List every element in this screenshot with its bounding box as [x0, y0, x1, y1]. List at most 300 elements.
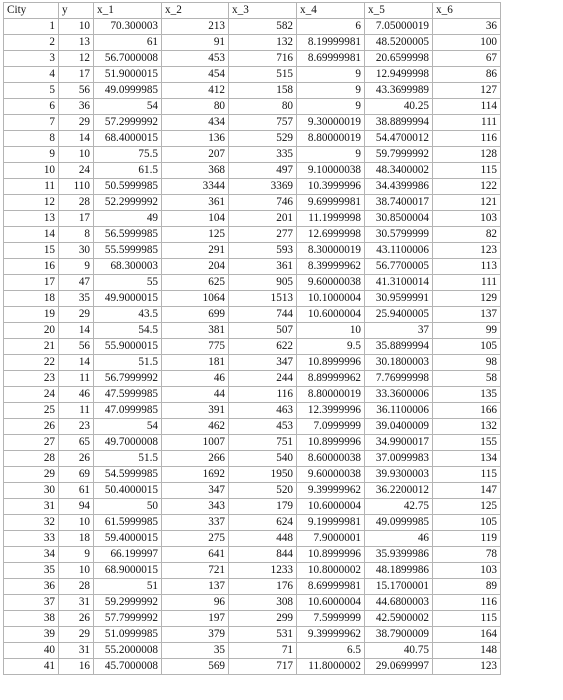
cell-x-3: 453 [229, 419, 297, 435]
cell-x-3: 593 [229, 243, 297, 259]
cell-x-6: 164 [433, 627, 501, 643]
cell-x-4: 9 [297, 67, 365, 83]
table-row [4, 627, 501, 643]
cell-x-5: 34.4399986 [365, 179, 433, 195]
cell-x-2: 462 [162, 419, 229, 435]
header-x-1: x_1 [94, 3, 162, 19]
cell-x-6: 114 [433, 99, 501, 115]
cell-city: 27 [4, 435, 59, 451]
cell-x-3: 746 [229, 195, 297, 211]
table-row [4, 275, 501, 291]
cell-x-5: 49.0999985 [365, 515, 433, 531]
table-row [4, 435, 501, 451]
table-row [4, 307, 501, 323]
table-row [4, 243, 501, 259]
cell-y: 31 [59, 643, 94, 659]
table-row [4, 531, 501, 547]
cell-x-4: 12.6999998 [297, 227, 365, 243]
cell-x-2: 347 [162, 483, 229, 499]
cell-x-5: 40.75 [365, 643, 433, 659]
cell-x-5: 30.5799999 [365, 227, 433, 243]
cell-x-1: 54 [94, 419, 162, 435]
table-row [4, 547, 501, 563]
cell-y: 14 [59, 131, 94, 147]
cell-x-4: 9.60000038 [297, 275, 365, 291]
cell-y: 31 [59, 595, 94, 611]
cell-x-1: 61 [94, 35, 162, 51]
cell-x-3: 1513 [229, 291, 297, 307]
cell-y: 65 [59, 435, 94, 451]
cell-x-4: 10.3999996 [297, 179, 365, 195]
cell-x-4: 9.60000038 [297, 467, 365, 483]
cell-y: 10 [59, 563, 94, 579]
header-x-4: x_4 [297, 3, 365, 19]
cell-x-1: 51.9000015 [94, 67, 162, 83]
cell-city: 5 [4, 83, 59, 99]
cell-x-2: 35 [162, 643, 229, 659]
cell-x-1: 51.0999985 [94, 627, 162, 643]
cell-x-5: 40.25 [365, 99, 433, 115]
cell-x-6: 111 [433, 115, 501, 131]
cell-x-4: 11.1999998 [297, 211, 365, 227]
cell-y: 29 [59, 307, 94, 323]
cell-x-5: 34.9900017 [365, 435, 433, 451]
cell-x-5: 46 [365, 531, 433, 547]
cell-y: 24 [59, 163, 94, 179]
cell-x-3: 335 [229, 147, 297, 163]
table-row [4, 467, 501, 483]
cell-x-1: 56.7999992 [94, 371, 162, 387]
cell-x-6: 123 [433, 659, 501, 675]
cell-x-3: 361 [229, 259, 297, 275]
cell-city: 12 [4, 195, 59, 211]
cell-y: 35 [59, 291, 94, 307]
cell-y: 23 [59, 419, 94, 435]
cell-city: 11 [4, 179, 59, 195]
table-row [4, 371, 501, 387]
cell-x-2: 379 [162, 627, 229, 643]
cell-x-3: 158 [229, 83, 297, 99]
cell-y: 26 [59, 611, 94, 627]
cell-x-3: 179 [229, 499, 297, 515]
cell-x-2: 44 [162, 387, 229, 403]
cell-y: 46 [59, 387, 94, 403]
cell-x-3: 531 [229, 627, 297, 643]
table-row [4, 227, 501, 243]
cell-x-3: 448 [229, 531, 297, 547]
cell-x-3: 540 [229, 451, 297, 467]
cell-x-3: 80 [229, 99, 297, 115]
header-x-5: x_5 [365, 3, 433, 19]
table-row [4, 99, 501, 115]
cell-x-2: 136 [162, 131, 229, 147]
cell-x-2: 699 [162, 307, 229, 323]
cell-x-1: 54 [94, 99, 162, 115]
cell-x-6: 129 [433, 291, 501, 307]
cell-x-6: 115 [433, 163, 501, 179]
cell-x-5: 54.4700012 [365, 131, 433, 147]
cell-x-2: 337 [162, 515, 229, 531]
cell-x-1: 51.5 [94, 355, 162, 371]
cell-x-3: 624 [229, 515, 297, 531]
cell-y: 61 [59, 483, 94, 499]
cell-y: 10 [59, 147, 94, 163]
cell-x-6: 121 [433, 195, 501, 211]
cell-x-2: 625 [162, 275, 229, 291]
cell-x-4: 10.8999996 [297, 355, 365, 371]
cell-x-5: 42.5900002 [365, 611, 433, 627]
cell-x-1: 54.5 [94, 323, 162, 339]
cell-x-6: 67 [433, 51, 501, 67]
table-row [4, 355, 501, 371]
cell-x-2: 343 [162, 499, 229, 515]
cell-city: 29 [4, 467, 59, 483]
cell-x-2: 137 [162, 579, 229, 595]
cell-x-1: 52.2999992 [94, 195, 162, 211]
cell-y: 16 [59, 659, 94, 675]
cell-x-4: 10.8999996 [297, 547, 365, 563]
cell-x-5: 42.75 [365, 499, 433, 515]
cell-x-2: 368 [162, 163, 229, 179]
cell-y: 9 [59, 547, 94, 563]
cell-y: 11 [59, 403, 94, 419]
cell-x-3: 3369 [229, 179, 297, 195]
cell-x-2: 775 [162, 339, 229, 355]
table-row [4, 83, 501, 99]
cell-x-6: 105 [433, 339, 501, 355]
cell-x-5: 35.8899994 [365, 339, 433, 355]
cell-x-5: 39.9300003 [365, 467, 433, 483]
cell-city: 6 [4, 99, 59, 115]
cell-x-5: 43.3699989 [365, 83, 433, 99]
cell-x-1: 75.5 [94, 147, 162, 163]
cell-city: 34 [4, 547, 59, 563]
cell-x-2: 96 [162, 595, 229, 611]
cell-city: 14 [4, 227, 59, 243]
cell-x-2: 1692 [162, 467, 229, 483]
cell-city: 32 [4, 515, 59, 531]
cell-x-6: 148 [433, 643, 501, 659]
cell-x-1: 55.2000008 [94, 643, 162, 659]
cell-x-2: 204 [162, 259, 229, 275]
cell-city: 17 [4, 275, 59, 291]
cell-y: 11 [59, 371, 94, 387]
cell-city: 24 [4, 387, 59, 403]
cell-city: 41 [4, 659, 59, 675]
cell-y: 9 [59, 259, 94, 275]
table-row [4, 163, 501, 179]
cell-x-1: 54.5999985 [94, 467, 162, 483]
cell-x-3: 515 [229, 67, 297, 83]
table-row [4, 611, 501, 627]
cell-x-4: 8.60000038 [297, 451, 365, 467]
cell-x-3: 71 [229, 643, 297, 659]
cell-x-6: 132 [433, 419, 501, 435]
cell-x-5: 38.7900009 [365, 627, 433, 643]
cell-x-6: 166 [433, 403, 501, 419]
cell-x-6: 119 [433, 531, 501, 547]
table-row [4, 579, 501, 595]
cell-x-3: 507 [229, 323, 297, 339]
cell-x-3: 277 [229, 227, 297, 243]
cell-x-6: 86 [433, 67, 501, 83]
cell-x-3: 844 [229, 547, 297, 563]
table-row [4, 35, 501, 51]
cell-x-6: 99 [433, 323, 501, 339]
cell-x-2: 80 [162, 99, 229, 115]
cell-x-2: 381 [162, 323, 229, 339]
cell-x-5: 29.0699997 [365, 659, 433, 675]
cell-city: 20 [4, 323, 59, 339]
cell-y: 28 [59, 195, 94, 211]
cell-x-6: 105 [433, 515, 501, 531]
cell-city: 18 [4, 291, 59, 307]
header-row [4, 3, 501, 19]
cell-y: 28 [59, 579, 94, 595]
cell-city: 19 [4, 307, 59, 323]
cell-x-3: 751 [229, 435, 297, 451]
cell-x-3: 201 [229, 211, 297, 227]
cell-x-3: 1233 [229, 563, 297, 579]
cell-x-4: 8.89999962 [297, 371, 365, 387]
cell-x-5: 33.3600006 [365, 387, 433, 403]
cell-x-4: 9 [297, 83, 365, 99]
table-row [4, 259, 501, 275]
table-row [4, 419, 501, 435]
cell-x-1: 49 [94, 211, 162, 227]
cell-x-4: 10.1000004 [297, 291, 365, 307]
cell-x-1: 68.9000015 [94, 563, 162, 579]
table-row [4, 595, 501, 611]
cell-x-1: 51 [94, 579, 162, 595]
cell-y: 29 [59, 115, 94, 131]
cell-y: 12 [59, 51, 94, 67]
cell-x-6: 116 [433, 595, 501, 611]
cell-x-6: 128 [433, 147, 501, 163]
cell-x-5: 37.0099983 [365, 451, 433, 467]
cell-city: 1 [4, 19, 59, 35]
cell-city: 36 [4, 579, 59, 595]
cell-x-1: 51.5 [94, 451, 162, 467]
cell-x-4: 8.39999962 [297, 259, 365, 275]
cell-x-4: 6.5 [297, 643, 365, 659]
cell-x-1: 50 [94, 499, 162, 515]
header-y: y [59, 3, 94, 19]
cell-x-5: 48.5200005 [365, 35, 433, 51]
cell-x-5: 48.3400002 [365, 163, 433, 179]
cell-x-4: 9 [297, 99, 365, 115]
cell-x-6: 98 [433, 355, 501, 371]
cell-city: 35 [4, 563, 59, 579]
cell-x-4: 7.9000001 [297, 531, 365, 547]
table-row [4, 403, 501, 419]
cell-x-1: 49.7000008 [94, 435, 162, 451]
cell-x-1: 57.7999992 [94, 611, 162, 627]
cell-x-4: 8.30000019 [297, 243, 365, 259]
cell-x-4: 8.19999981 [297, 35, 365, 51]
table-row [4, 451, 501, 467]
cell-x-6: 155 [433, 435, 501, 451]
cell-x-4: 9.5 [297, 339, 365, 355]
cell-city: 4 [4, 67, 59, 83]
cell-x-1: 55 [94, 275, 162, 291]
cell-city: 22 [4, 355, 59, 371]
cell-x-6: 135 [433, 387, 501, 403]
cell-x-1: 45.7000008 [94, 659, 162, 675]
cell-x-6: 122 [433, 179, 501, 195]
cell-x-5: 25.9400005 [365, 307, 433, 323]
cell-x-1: 59.4000015 [94, 531, 162, 547]
cell-city: 39 [4, 627, 59, 643]
cell-city: 13 [4, 211, 59, 227]
cell-x-1: 49.9000015 [94, 291, 162, 307]
cell-x-5: 12.9499998 [365, 67, 433, 83]
cell-x-3: 744 [229, 307, 297, 323]
table-body [4, 19, 501, 675]
cell-y: 17 [59, 67, 94, 83]
table-row [4, 51, 501, 67]
cell-x-3: 582 [229, 19, 297, 35]
cell-x-6: 123 [433, 243, 501, 259]
cell-x-3: 244 [229, 371, 297, 387]
table-row [4, 67, 501, 83]
cell-x-5: 7.05000019 [365, 19, 433, 35]
cell-y: 13 [59, 35, 94, 51]
cell-y: 30 [59, 243, 94, 259]
cell-city: 9 [4, 147, 59, 163]
cell-x-5: 36.1100006 [365, 403, 433, 419]
table-row [4, 115, 501, 131]
cell-x-4: 9 [297, 147, 365, 163]
cell-x-1: 61.5 [94, 163, 162, 179]
cell-x-4: 9.30000019 [297, 115, 365, 131]
table-row [4, 147, 501, 163]
cell-x-1: 43.5 [94, 307, 162, 323]
cell-y: 56 [59, 339, 94, 355]
table-row [4, 291, 501, 307]
cell-x-3: 1950 [229, 467, 297, 483]
cell-x-5: 39.0400009 [365, 419, 433, 435]
table-row [4, 19, 501, 35]
table-row [4, 179, 501, 195]
cell-y: 10 [59, 19, 94, 35]
table-row [4, 211, 501, 227]
cell-x-2: 569 [162, 659, 229, 675]
cell-y: 14 [59, 323, 94, 339]
cell-city: 7 [4, 115, 59, 131]
cell-x-5: 30.1800003 [365, 355, 433, 371]
cell-x-3: 757 [229, 115, 297, 131]
cell-x-5: 30.8500004 [365, 211, 433, 227]
cell-y: 94 [59, 499, 94, 515]
cell-y: 110 [59, 179, 94, 195]
cell-x-1: 68.4000015 [94, 131, 162, 147]
cell-x-1: 56.7000008 [94, 51, 162, 67]
cell-x-5: 38.8899994 [365, 115, 433, 131]
cell-x-4: 9.10000038 [297, 163, 365, 179]
cell-city: 21 [4, 339, 59, 355]
cell-x-3: 347 [229, 355, 297, 371]
cell-x-4: 8.69999981 [297, 579, 365, 595]
cell-x-3: 497 [229, 163, 297, 179]
cell-x-4: 9.19999981 [297, 515, 365, 531]
cell-y: 29 [59, 627, 94, 643]
cell-x-2: 91 [162, 35, 229, 51]
cell-y: 36 [59, 99, 94, 115]
cell-city: 26 [4, 419, 59, 435]
cell-x-1: 57.2999992 [94, 115, 162, 131]
cell-x-1: 70.300003 [94, 19, 162, 35]
cell-y: 69 [59, 467, 94, 483]
cell-x-5: 37 [365, 323, 433, 339]
cell-x-4: 8.80000019 [297, 387, 365, 403]
cell-x-5: 38.7400017 [365, 195, 433, 211]
cell-x-1: 56.5999985 [94, 227, 162, 243]
cell-x-6: 111 [433, 275, 501, 291]
cell-x-2: 453 [162, 51, 229, 67]
cell-x-3: 463 [229, 403, 297, 419]
cell-x-2: 412 [162, 83, 229, 99]
cell-x-1: 61.5999985 [94, 515, 162, 531]
cell-x-3: 717 [229, 659, 297, 675]
cell-x-3: 132 [229, 35, 297, 51]
table-row [4, 659, 501, 675]
cell-x-2: 1064 [162, 291, 229, 307]
table-row [4, 483, 501, 499]
cell-city: 16 [4, 259, 59, 275]
cell-x-2: 291 [162, 243, 229, 259]
cell-x-1: 50.4000015 [94, 483, 162, 499]
cell-x-4: 9.69999981 [297, 195, 365, 211]
table-row [4, 339, 501, 355]
cell-x-2: 1007 [162, 435, 229, 451]
cell-x-2: 104 [162, 211, 229, 227]
cell-x-2: 213 [162, 19, 229, 35]
table-header [4, 3, 501, 19]
cell-x-1: 49.0999985 [94, 83, 162, 99]
table-row [4, 643, 501, 659]
cell-x-1: 55.9000015 [94, 339, 162, 355]
cell-x-6: 89 [433, 579, 501, 595]
cell-x-2: 181 [162, 355, 229, 371]
cell-x-4: 11.8000002 [297, 659, 365, 675]
cell-x-4: 12.3999996 [297, 403, 365, 419]
cell-x-2: 641 [162, 547, 229, 563]
cell-x-4: 10.6000004 [297, 595, 365, 611]
cell-y: 10 [59, 515, 94, 531]
cell-x-5: 41.3100014 [365, 275, 433, 291]
cell-x-1: 50.5999985 [94, 179, 162, 195]
cell-x-5: 43.1100006 [365, 243, 433, 259]
cell-x-4: 8.69999981 [297, 51, 365, 67]
cell-x-2: 197 [162, 611, 229, 627]
cell-x-4: 6 [297, 19, 365, 35]
cell-x-4: 10.8000002 [297, 563, 365, 579]
cell-x-6: 127 [433, 83, 501, 99]
table-row [4, 515, 501, 531]
cell-x-3: 716 [229, 51, 297, 67]
cell-city: 8 [4, 131, 59, 147]
table-row [4, 323, 501, 339]
cell-x-3: 529 [229, 131, 297, 147]
cell-x-2: 46 [162, 371, 229, 387]
cell-x-2: 125 [162, 227, 229, 243]
cell-x-3: 299 [229, 611, 297, 627]
cell-city: 23 [4, 371, 59, 387]
cell-x-5: 7.76999998 [365, 371, 433, 387]
cell-x-3: 622 [229, 339, 297, 355]
cell-x-3: 116 [229, 387, 297, 403]
